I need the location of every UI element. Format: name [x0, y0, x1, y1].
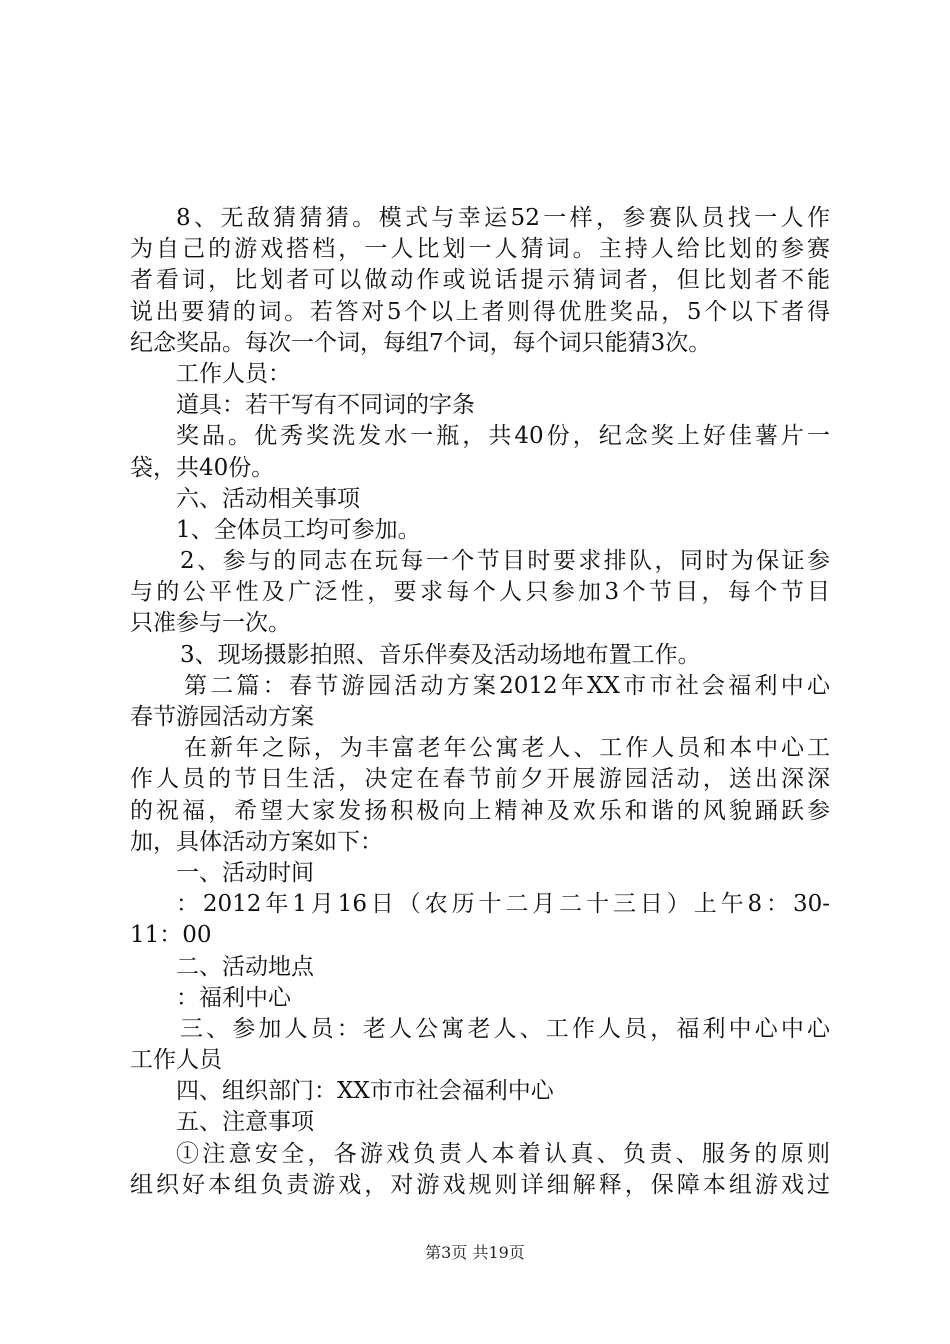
section-heading: 六、活动相关事项: [176, 485, 360, 512]
section-heading: 一、活动时间: [176, 859, 314, 886]
paragraph-line: 工作人员：: [176, 360, 291, 387]
paragraph-line: 作人员的节日生活，决定在春节前夕开展游园活动，送出深深: [130, 766, 830, 793]
paragraph-line: 2、参与的同志在玩每一个节目时要求排队，同时为保证参: [180, 548, 830, 575]
section-heading: 二、活动地点: [176, 953, 314, 980]
paragraph-line: 8、无敌猜猜猜。模式与幸运52一样，参赛队员找一人作: [176, 205, 830, 231]
paragraph-line: ①注意安全，各游戏负责人本着认真、负责、服务的原则: [176, 1140, 830, 1167]
paragraph-line: 袋，共40份。: [130, 454, 275, 481]
section-heading: 五、注意事项: [176, 1109, 314, 1136]
paragraph-line: 说出要猜的词。若答对5个以上者则得优胜奖品，5个以下者得: [130, 298, 830, 325]
paragraph-line: 工作人员: [130, 1047, 222, 1074]
paragraph-line: 道具：若干写有不同词的字条: [176, 392, 475, 419]
page-number: 第3页 共19页: [425, 1243, 525, 1262]
section-heading: 四、组织部门：XX市市社会福利中心: [176, 1078, 554, 1105]
paragraph-line: 加，具体活动方案如下：: [130, 828, 383, 855]
paragraph-line: 者看词，比划者可以做动作或说话提示猜词者，但比划者不能: [130, 267, 830, 294]
paragraph-line: 纪念奖品。每次一个词，每组7个词，每个词只能猜3次。: [130, 329, 712, 356]
paragraph-line: 11：00: [130, 922, 212, 949]
paragraph-line: 组织好本组负责游戏，对游戏规则详细解释，保障本组游戏过: [130, 1171, 830, 1198]
paragraph-line: 3、现场摄影拍照、音乐伴奏及活动场地布置工作。: [180, 641, 701, 668]
paragraph-line: 与的公平性及广泛性，要求每个人只参加3个节目，每个节目: [130, 579, 830, 606]
paragraph-line: 为自己的游戏搭档，一人比划一人猜词。主持人给比划的参赛: [130, 236, 830, 263]
section-title: 第二篇：春节游园活动方案2012年XX市市社会福利中心: [184, 672, 830, 699]
paragraph-line: ：2012年1月16日（农历十二月二十三日）上午8：30-: [176, 891, 830, 918]
document-body: [130, 203, 830, 1201]
paragraph-line: 的祝福，希望大家发扬积极向上精神及欢乐和谐的风貌踊跃参: [130, 797, 830, 824]
paragraph-line: 只准参与一次。: [130, 610, 291, 637]
paragraph-line: 在新年之际，为丰富老年公寓老人、工作人员和本中心工: [184, 735, 830, 762]
section-title: 春节游园活动方案: [130, 704, 314, 730]
section-heading: 三、参加人员：老人公寓老人、工作人员，福利中心中心: [180, 1015, 830, 1042]
paragraph-line: 奖品。优秀奖洗发水一瓶，共40份，纪念奖上好佳薯片一: [176, 423, 830, 450]
paragraph-line: 1、全体员工均可参加。: [176, 516, 421, 543]
paragraph-line: ：福利中心: [176, 984, 291, 1011]
